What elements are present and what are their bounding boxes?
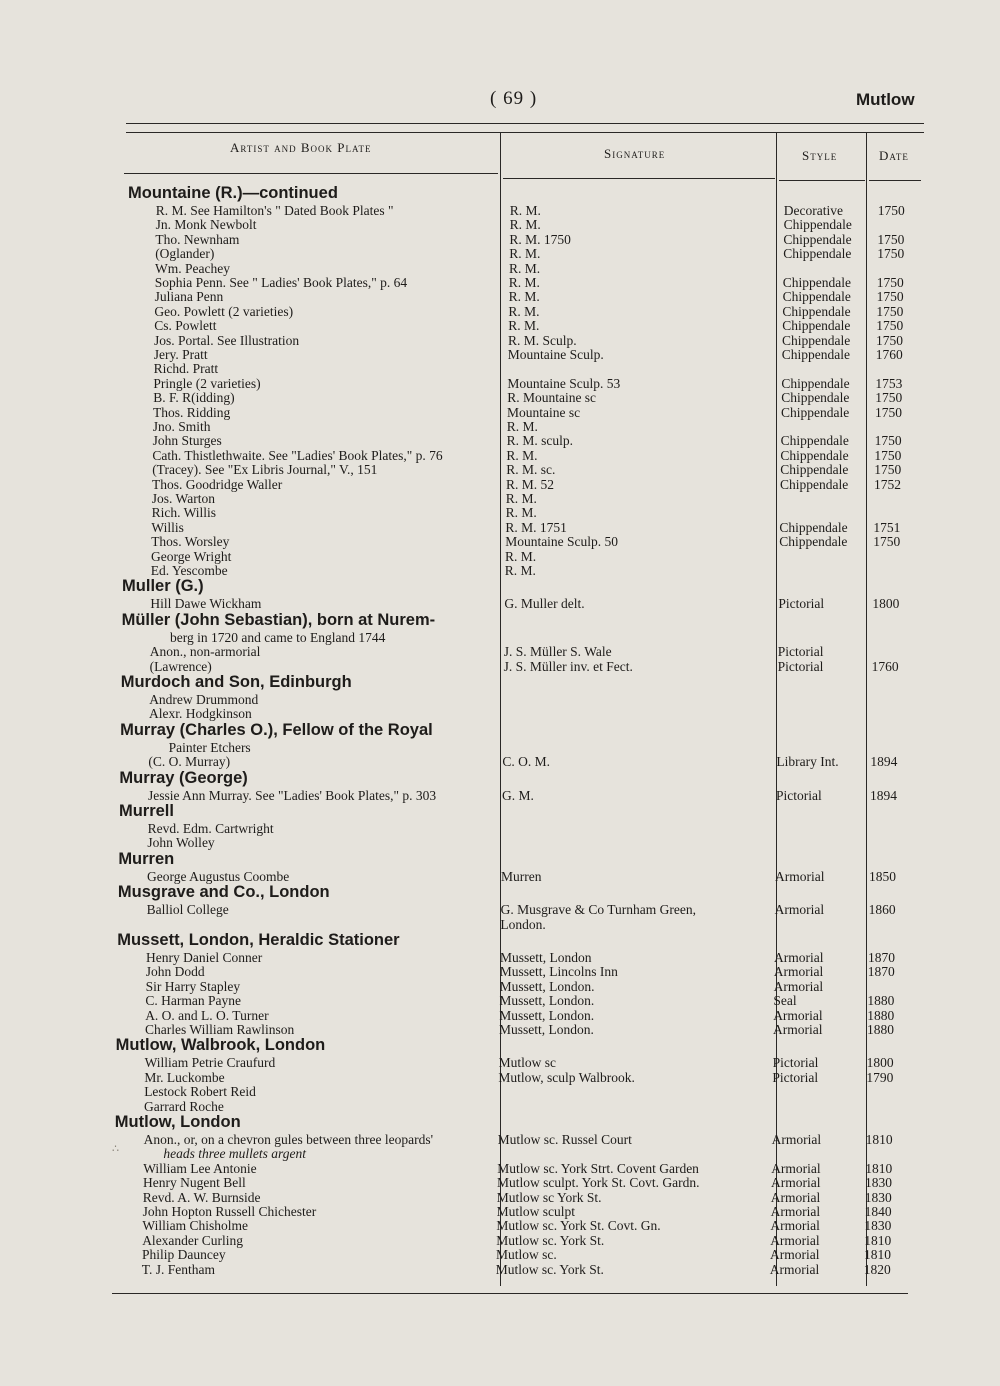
style-cell: Chippendale [782, 303, 851, 319]
plate-owner: Charles William Rawlinson [145, 1022, 295, 1037]
style-cell: Chippendale [780, 447, 849, 463]
plate-owner: Alexander Curling [142, 1232, 244, 1248]
artist-heading: Mutlow, Walbrook, London [115, 1036, 326, 1055]
plate-owner: Jos. Portal. See Illustration [154, 332, 300, 348]
artist-heading: Mutlow, London [114, 1113, 241, 1131]
artist-heading-row [0, 802, 1000, 820]
page-number: ( 69 ) [490, 88, 538, 109]
plate-owner: Cs. Powlett [154, 318, 217, 334]
plate-owner: George Wright [151, 548, 232, 564]
date-cell: 1830 [864, 1218, 892, 1234]
style-cell: Armorial [774, 950, 824, 965]
book-plate-row [0, 520, 1000, 535]
book-plate-row [0, 448, 1000, 463]
plate-owner: Sir Harry Stapley [145, 978, 241, 994]
date-cell: 1870 [868, 950, 895, 965]
signature-cell: Mutlow sc. York St. [495, 1261, 604, 1277]
style-cell: Armorial [773, 1022, 823, 1037]
plate-owner: Rich. Willis [151, 505, 217, 521]
style-cell: Pictorial [776, 787, 822, 803]
book-plate-row [0, 347, 1000, 362]
signature-cell: Mutlow sc. York Strt. Covent Garden [497, 1160, 699, 1176]
style-cell: Armorial [771, 1175, 821, 1191]
date-cell: 1751 [873, 519, 901, 535]
signature-cell: Mountaine Sculp. [507, 347, 604, 362]
bottom-rule [112, 1293, 908, 1294]
style-cell: Library Int. [776, 754, 839, 770]
header-rule-artist [124, 173, 498, 174]
date-cell: 1810 [865, 1132, 893, 1147]
artist-heading: Murray (Charles O.), Fellow of the Royal [120, 720, 433, 739]
date-cell: 1800 [872, 596, 900, 612]
artist-heading-row [0, 1036, 1000, 1055]
plate-owner: John Dodd [145, 964, 205, 980]
book-plate-row [0, 754, 1000, 769]
signature-cell: Mussett, London. [499, 1022, 594, 1037]
plate-owner: T. J. Fentham [141, 1261, 216, 1277]
artist-heading: Mountaine (R.)—continued [128, 184, 338, 202]
style-cell: Chippendale [783, 246, 852, 262]
date-cell: 1880 [867, 1007, 895, 1023]
signature-cell: Mussett, London. [499, 993, 595, 1009]
book-plate-row [0, 869, 1000, 884]
plate-owner: John Wolley [147, 835, 215, 851]
signature-cell: Mutlow sc [498, 1055, 556, 1071]
column-header-style: Style [802, 148, 838, 163]
book-plate-row [0, 1233, 1000, 1248]
plate-owner: Geo. Powlett (2 varieties) [154, 303, 294, 319]
style-cell: Chippendale [781, 390, 850, 406]
plate-owner: William Petrie Craufurd [144, 1055, 276, 1071]
date-cell: 1750 [876, 303, 904, 319]
style-cell: Armorial [770, 1218, 820, 1234]
style-cell: Chippendale [782, 289, 851, 305]
book-plate-row [0, 596, 1000, 611]
date-cell: 1810 [864, 1232, 892, 1248]
book-plate-row [0, 419, 1000, 434]
style-cell: Armorial [773, 1007, 823, 1023]
plate-owner: William Lee Antonie [143, 1160, 257, 1176]
date-cell: 1750 [877, 203, 905, 218]
date-cell: 1750 [874, 447, 902, 463]
signature-cell: Mutlow sc. [496, 1247, 557, 1263]
style-cell: Chippendale [780, 476, 849, 492]
column-header-artist: Artist and Book Plate [230, 140, 372, 155]
signature-cell: R. M. [509, 203, 541, 218]
plate-owner: Thos. Worsley [151, 534, 230, 550]
book-plate-row [0, 902, 1000, 917]
plate-owner: Jos. Warton [151, 491, 215, 506]
style-cell: Chippendale [782, 318, 851, 334]
book-plate-row [0, 1204, 1000, 1219]
book-plate-row [0, 275, 1000, 290]
plate-owner: Hill Dawe Wickham [150, 596, 262, 612]
date-cell: 1880 [867, 993, 895, 1009]
style-cell: Chippendale [782, 332, 851, 348]
plate-owner: Willis [151, 519, 184, 535]
date-cell: 1830 [864, 1189, 892, 1205]
artist-heading: Musgrave and Co., London [117, 883, 330, 902]
artist-heading: Murren [118, 849, 175, 868]
signature-cell: R. M. 52 [506, 476, 555, 492]
book-plate-row [0, 217, 1000, 232]
book-plate-row [0, 788, 1000, 803]
book-plate-row [0, 318, 1000, 333]
date-cell: 1810 [865, 1160, 893, 1176]
style-cell: Pictorial [778, 596, 825, 612]
book-plate-row [0, 376, 1000, 391]
signature-cell: G. Muller delt. [504, 596, 585, 612]
column-header-signature: Signature [604, 146, 666, 161]
header-rule-date [869, 180, 921, 181]
style-cell: Chippendale [781, 375, 850, 391]
signature-cell: R. M. 1751 [505, 519, 567, 535]
plate-owner: Lestock Robert Reid [144, 1084, 256, 1100]
signature-cell: C. O. M. [502, 754, 551, 770]
signature-cell: Mutlow sc. York St. Covt. Gn. [496, 1218, 661, 1234]
book-plate-row [0, 232, 1000, 247]
artist-heading-row [0, 720, 1000, 739]
book-plate-row [0, 462, 1000, 477]
signature-cell: R. M. 1750 [509, 231, 571, 247]
plate-owner: Tho. Newnham [155, 231, 240, 247]
plate-owner: Wm. Peachey [155, 260, 230, 276]
artist-heading-row [0, 673, 1000, 691]
signature-cell: London. [500, 916, 546, 932]
plate-owner: Pringle (2 varieties) [153, 375, 261, 391]
date-cell: 1753 [875, 375, 903, 391]
plate-owner: Painter Etchers [168, 739, 251, 755]
plate-owner: Balliol College [146, 902, 229, 918]
date-cell: 1800 [866, 1055, 894, 1071]
plate-owner: Alexr. Hodgkinson [149, 706, 252, 722]
book-plate-row [0, 692, 1000, 707]
book-plate-row [0, 477, 1000, 492]
style-cell: Armorial [774, 902, 825, 918]
signature-cell: Mountaine Sculp. 50 [505, 534, 619, 550]
style-cell: Armorial [773, 978, 824, 994]
signature-cell: R. M. [508, 318, 540, 334]
top-rule-2 [126, 132, 924, 133]
book-plate-row [0, 304, 1000, 319]
signature-cell: R. M. sc. [506, 462, 556, 478]
style-cell: Chippendale [781, 347, 851, 362]
plate-owner: Mr. Luckombe [144, 1069, 225, 1085]
plate-owner: R. M. See Hamilton's " Dated Book Plates " [155, 203, 394, 218]
style-cell: Armorial [770, 1247, 820, 1263]
plate-owner: Richd. Pratt [153, 361, 219, 377]
signature-cell: J. S. Müller inv. et Fect. [503, 658, 633, 674]
column-header-date: Date [879, 148, 909, 163]
plate-owner: Sophia Penn. See " Ladies' Book Plates," p. 64 [154, 275, 408, 290]
style-cell: Armorial [771, 1160, 821, 1176]
book-plate-row [0, 534, 1000, 549]
style-cell: Chippendale [781, 404, 850, 420]
signature-cell: R. M. [509, 217, 541, 233]
plate-owner: heads three mullets argent [163, 1146, 306, 1162]
plate-owner: John Hopton Russell Chichester [142, 1204, 317, 1219]
book-plate-row [0, 979, 1000, 994]
date-cell: 1894 [870, 754, 898, 770]
plate-owner: Henry Nugent Bell [143, 1175, 246, 1191]
signature-cell: R. M. [504, 563, 536, 578]
signature-cell: R. M. [508, 275, 540, 290]
signature-cell: Mussett, Lincolns Inn [499, 964, 618, 980]
signature-cell: R. M. [505, 505, 537, 521]
plate-owner: George Augustus Coombe [147, 868, 290, 884]
signature-cell: Mutlow sculpt [496, 1204, 575, 1219]
book-plate-row [0, 333, 1000, 348]
style-cell: Armorial [769, 1261, 820, 1277]
signature-cell: Mountaine Sculp. 53 [507, 375, 621, 391]
plate-owner: John Sturges [152, 433, 222, 449]
artist-heading-row [0, 184, 1000, 202]
style-cell: Armorial [770, 1189, 821, 1205]
date-cell: 1760 [875, 347, 903, 362]
plate-owner: Cath. Thistlethwaite. See "Ladies' Book Plates," p. 76 [152, 447, 443, 463]
style-cell: Pictorial [772, 1055, 819, 1071]
style-cell: Armorial [770, 1204, 821, 1219]
signature-cell: R. M. [508, 303, 540, 319]
date-cell: 1830 [865, 1175, 892, 1191]
book-plate-row [0, 1218, 1000, 1233]
signature-cell: R. M. [509, 246, 541, 262]
date-cell: 1750 [876, 275, 904, 290]
book-plate-row [0, 740, 1000, 755]
signature-cell: Mussett, London [500, 950, 592, 965]
book-plate-row [0, 659, 1000, 674]
style-cell: Armorial [770, 1232, 820, 1248]
style-cell: Armorial [775, 868, 825, 884]
book-plate-row [0, 950, 1000, 965]
signature-cell: J. S. Müller S. Wale [503, 644, 612, 660]
book-plate-row [0, 1008, 1000, 1023]
date-cell: 1850 [869, 868, 896, 884]
style-cell: Chippendale [783, 217, 852, 233]
plate-owner: Garrard Roche [144, 1098, 224, 1114]
date-cell: 1810 [864, 1247, 891, 1263]
book-plate-row [0, 1190, 1000, 1205]
signature-cell: Mutlow sc. York St. [496, 1232, 605, 1248]
plate-owner: Jessie Ann Murray. See "Ladies' Book Plates," p. 303 [148, 787, 437, 803]
plate-owner: Jery. Pratt [153, 347, 208, 362]
signature-cell: Murren [501, 868, 542, 884]
plate-owner: Anon., or, on a chevron gules between three leopards' [143, 1132, 434, 1147]
signature-cell: Mutlow sc. Russel Court [497, 1132, 632, 1147]
signature-cell: G. Musgrave & Co Turnham Green, [500, 902, 696, 918]
style-cell: Seal [773, 993, 797, 1009]
date-cell: 1752 [874, 476, 901, 492]
book-plate-row [0, 1175, 1000, 1190]
date-cell: 1750 [876, 289, 904, 305]
plate-owner: Thos. Goodridge Waller [152, 476, 283, 492]
book-plate-row [0, 491, 1000, 506]
signature-cell: R. M. sculp. [506, 433, 573, 449]
signature-cell: R. M. [509, 260, 541, 276]
plate-owner: William Chisholme [142, 1218, 248, 1234]
date-cell: 1750 [874, 462, 902, 478]
style-cell: Chippendale [783, 231, 852, 247]
artist-heading: Murdoch and Son, Edinburgh [120, 673, 352, 691]
plate-owner: B. F. R(idding) [153, 390, 235, 406]
style-cell: Pictorial [777, 658, 824, 674]
book-plate-row [0, 289, 1000, 304]
signature-cell: R. M. [506, 447, 538, 463]
book-plate-row [0, 821, 1000, 836]
plate-owner: (Tracey). See "Ex Libris Journal," V., 151 [152, 462, 378, 478]
date-cell: 1870 [867, 964, 895, 980]
signature-cell: R. M. [508, 289, 540, 305]
running-head: Mutlow [856, 90, 915, 109]
style-cell: Chippendale [779, 519, 848, 535]
artist-heading-row [0, 883, 1000, 902]
book-plate-row [0, 203, 1000, 218]
book-plate-row [0, 1055, 1000, 1070]
signature-cell: Mutlow sc York St. [496, 1189, 602, 1205]
book-plate-row [0, 1161, 1000, 1176]
book-plate-row [0, 505, 1000, 520]
book-plate-row [0, 835, 1000, 850]
style-cell: Chippendale [780, 462, 849, 478]
artist-heading: Mussett, London, Heraldic Stationer [117, 931, 400, 949]
book-plate-row [0, 1099, 1000, 1114]
artist-heading-row [0, 610, 1000, 629]
date-cell: 1750 [877, 246, 905, 262]
book-plate-row [0, 246, 1000, 261]
style-cell: Armorial [773, 964, 824, 980]
book-plate-row [0, 964, 1000, 979]
date-cell: 1750 [875, 404, 902, 420]
book-plate-row [0, 563, 1000, 578]
date-cell: 1880 [867, 1022, 894, 1037]
signature-cell: Mussett, London. [499, 978, 595, 994]
style-cell: Decorative [783, 203, 844, 218]
style-cell: Chippendale [782, 275, 852, 290]
plate-owner: Jno. Smith [152, 419, 211, 434]
plate-owner: (C. O. Murray) [148, 754, 231, 770]
book-plate-row [0, 1084, 1000, 1099]
artist-heading: Murray (George) [119, 768, 248, 787]
date-cell: 1840 [864, 1204, 892, 1219]
signature-cell: Mutlow sculpt. York St. Covt. Gardn. [497, 1175, 700, 1191]
signature-cell: R. M. [505, 548, 537, 564]
book-plate-row [0, 433, 1000, 448]
plate-owner: Juliana Penn [154, 289, 224, 305]
plate-owner: Jn. Monk Newbolt [155, 217, 257, 233]
plate-owner: berg in 1720 and came to England 1744 [170, 629, 386, 645]
signature-cell: Mountaine sc [507, 404, 581, 420]
signature-cell: R. Mountaine sc [507, 390, 597, 406]
book-plate-row [0, 1132, 1000, 1147]
date-cell: 1750 [875, 390, 903, 406]
artist-heading-row [0, 1113, 1000, 1131]
style-cell: Chippendale [779, 534, 848, 550]
plate-owner: Henry Daniel Conner [146, 950, 263, 965]
book-plate-row [0, 405, 1000, 420]
date-cell: 1750 [876, 332, 903, 348]
book-plate-row [0, 1022, 1000, 1037]
book-plate-row [0, 644, 1000, 659]
date-cell: 1760 [871, 658, 899, 674]
signature-cell: Mussett, London. [499, 1007, 595, 1023]
date-cell: 1750 [873, 534, 901, 550]
plate-owner: Anon., non-armorial [149, 644, 261, 660]
header-rule-style [779, 180, 865, 181]
book-plate-row [0, 630, 1000, 645]
book-plate-row [0, 993, 1000, 1008]
header-rule-signature [503, 178, 775, 179]
date-cell: 1750 [876, 318, 904, 334]
book-plate-row [0, 1262, 1000, 1277]
date-cell: 1790 [866, 1069, 894, 1085]
artist-heading: Müller (John Sebastian), born at Nurem- [121, 610, 436, 629]
book-plate-row [0, 261, 1000, 276]
plate-owner: (Lawrence) [149, 658, 212, 674]
plate-owner: (Oglander) [155, 246, 215, 262]
style-cell: Pictorial [777, 644, 824, 660]
plate-owner: Revd. Edm. Cartwright [147, 821, 274, 836]
book-plate-row [0, 1146, 1000, 1161]
signature-cell: Mutlow, sculp Walbrook. [498, 1069, 635, 1085]
margin-mark-icon: ∴ [112, 1143, 119, 1155]
plate-owner: Revd. A. W. Burnside [142, 1189, 261, 1205]
signature-cell: R. M. [506, 419, 538, 434]
signature-cell: G. M. [502, 787, 534, 803]
style-cell: Chippendale [780, 433, 849, 449]
date-cell: 1750 [874, 433, 902, 449]
artist-heading: Muller (G.) [122, 577, 204, 596]
book-plate-row [0, 1247, 1000, 1262]
date-cell: 1860 [868, 902, 896, 918]
artist-heading-row [0, 849, 1000, 868]
style-cell: Armorial [771, 1132, 822, 1147]
plate-owner: A. O. and L. O. Turner [145, 1007, 269, 1023]
signature-cell: R. M. [505, 491, 537, 506]
date-cell: 1750 [877, 231, 905, 247]
signature-cell: R. M. Sculp. [508, 332, 577, 348]
plate-owner: Andrew Drummond [149, 692, 259, 707]
book-plate-row [0, 1070, 1000, 1085]
date-cell: 1820 [863, 1261, 891, 1277]
artist-heading-row [0, 931, 1000, 949]
plate-owner: Thos. Ridding [153, 404, 231, 420]
style-cell: Pictorial [772, 1069, 819, 1085]
plate-owner: Philip Dauncey [142, 1247, 226, 1263]
book-plate-row [0, 917, 1000, 932]
artist-heading-row [0, 577, 1000, 596]
top-rule [126, 123, 924, 124]
plate-owner: C. Harman Payne [145, 993, 241, 1009]
plate-owner: Ed. Yescombe [150, 563, 228, 578]
artist-heading: Murrell [118, 802, 174, 820]
book-plate-row [0, 361, 1000, 376]
book-plate-row [0, 706, 1000, 721]
artist-heading-row [0, 768, 1000, 787]
book-plate-row [0, 390, 1000, 405]
book-plate-row [0, 549, 1000, 564]
date-cell: 1894 [870, 787, 897, 803]
